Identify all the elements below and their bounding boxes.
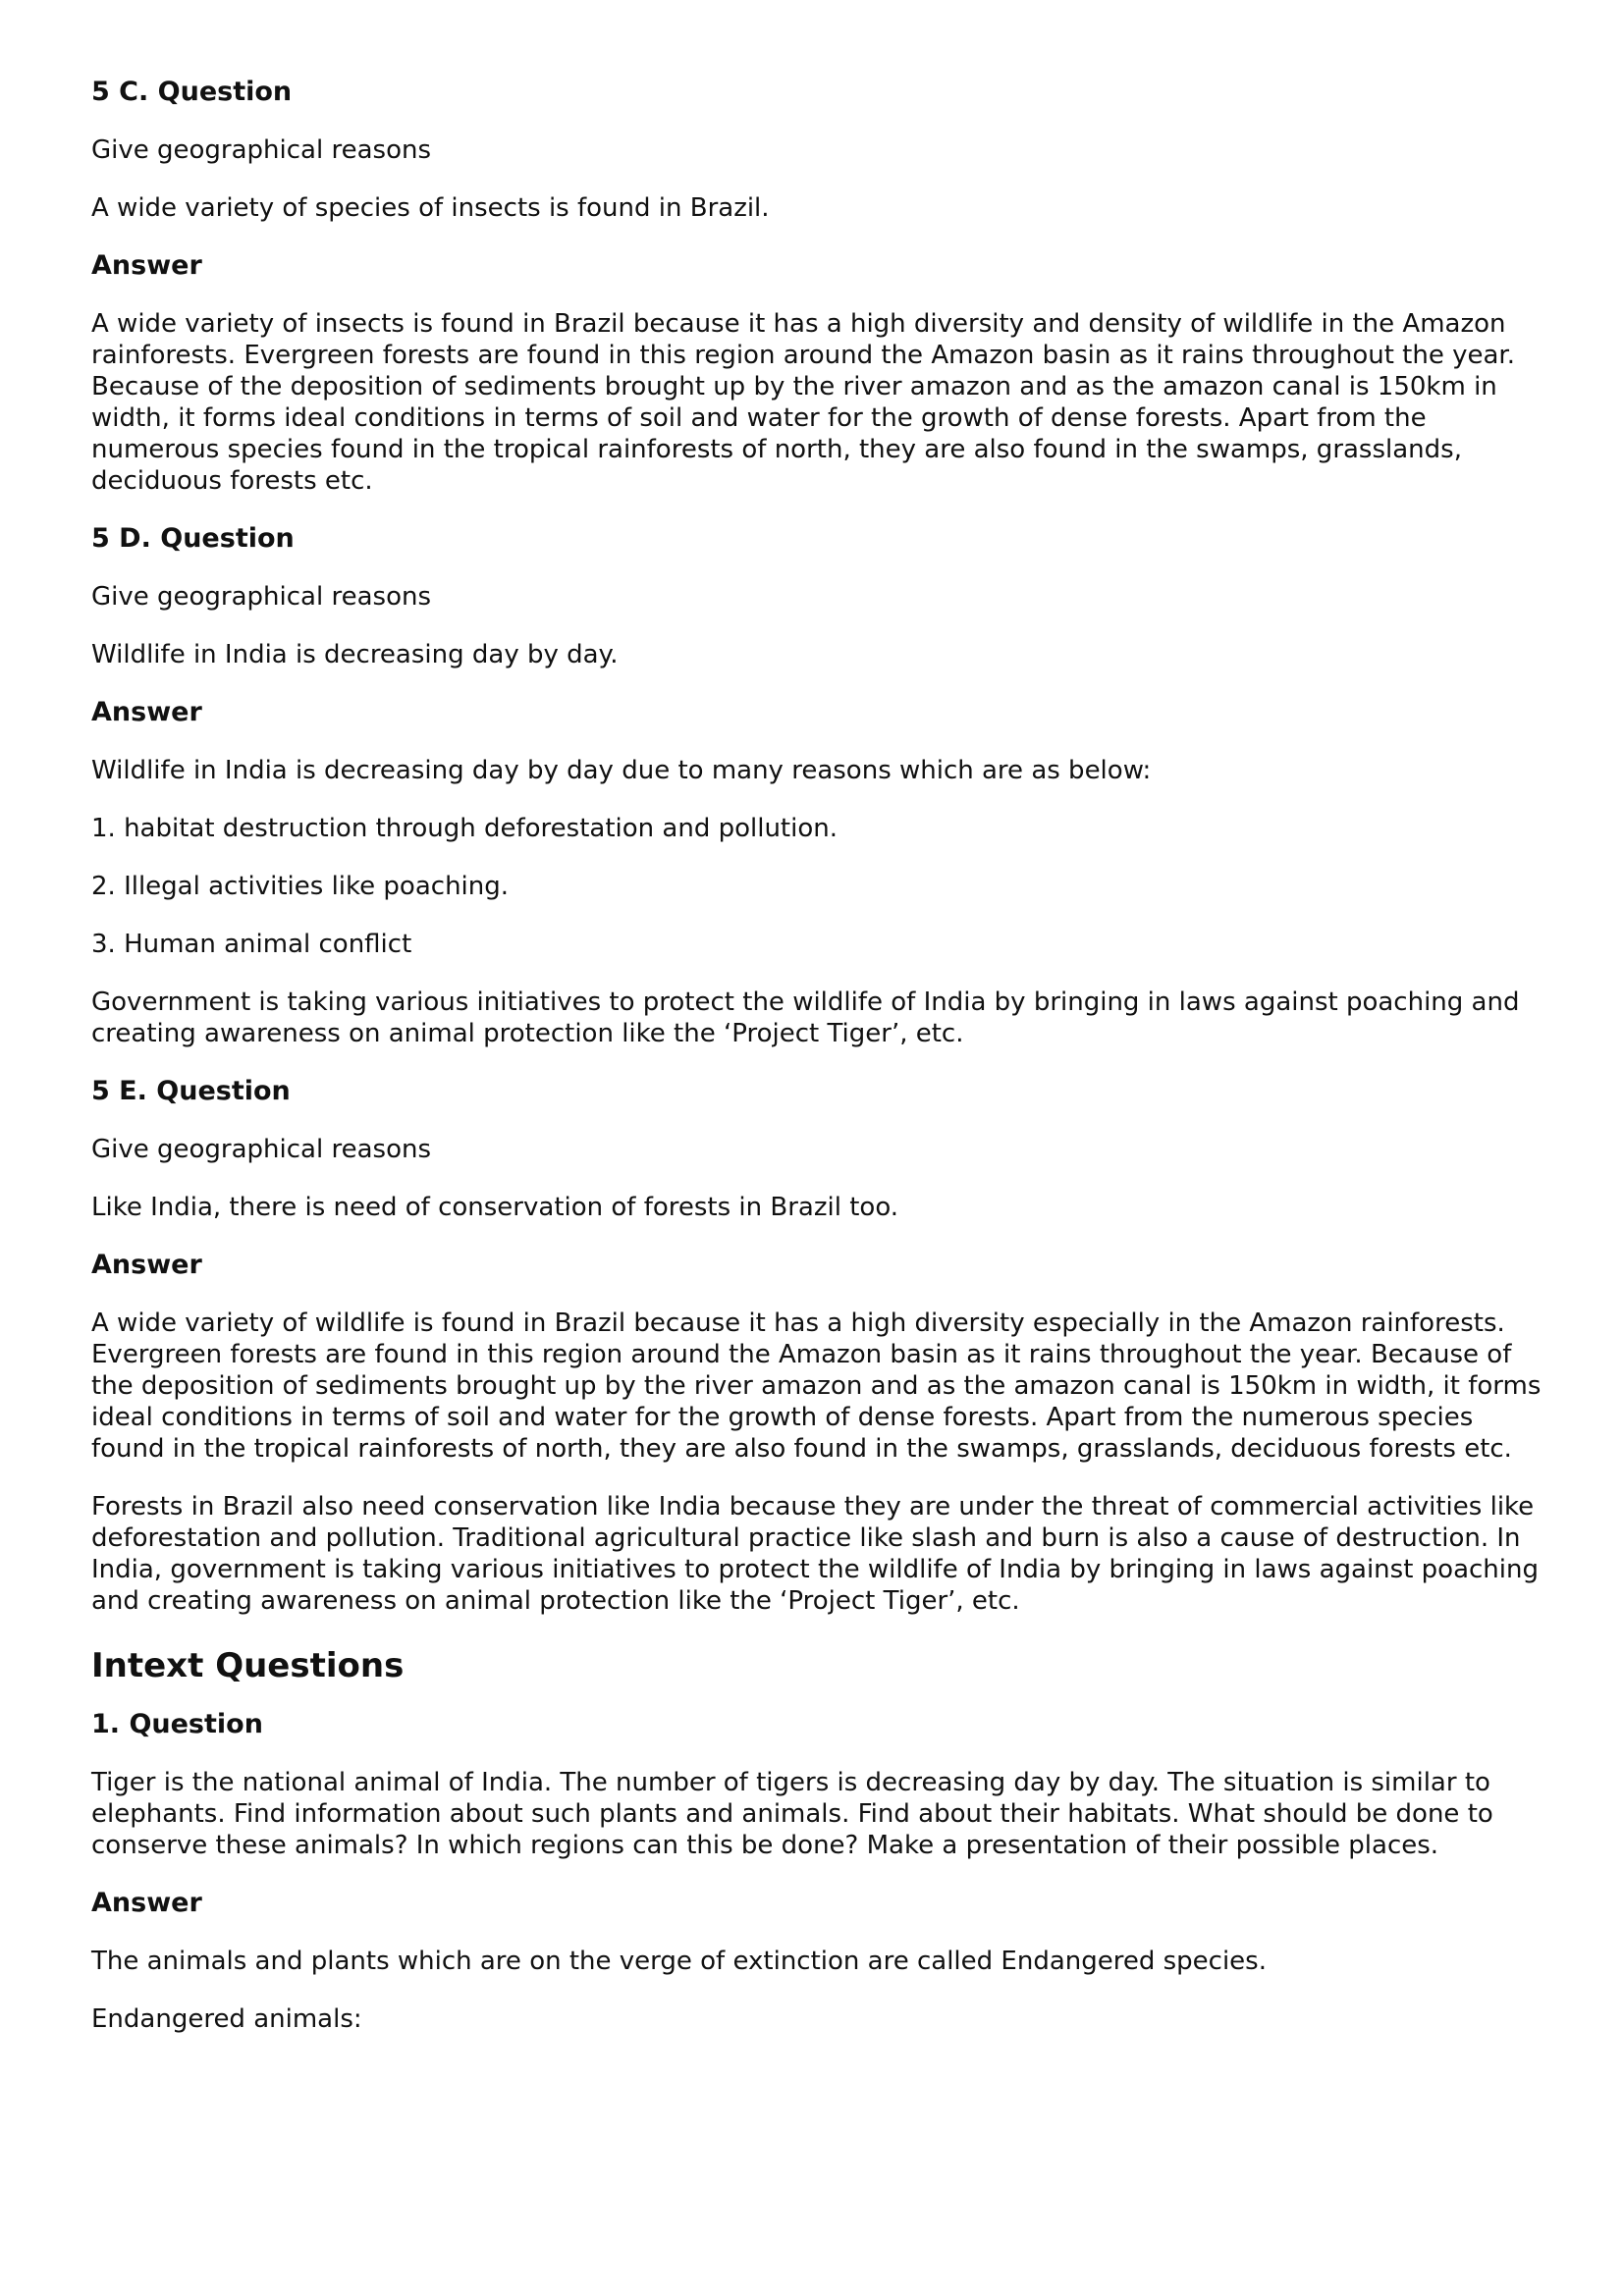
reason-item: 3. Human animal conflict <box>91 930 412 959</box>
answer-paragraph-5e-2: Forests in Brazil also need conservation like India because they are under the threat of commercial activities like deforestation and pollution. Traditional agricultural practice like slash and burn is also a cause of destruction. In India, government is taking various initiatives to protect the wildlife of India by bringing in laws against poaching and creating awareness on animal protection like the ‘Project Tiger’, etc. <box>91 1492 1539 1616</box>
reason-item: 1. habitat destruction through deforestation and pollution. <box>91 814 838 843</box>
answer-text-5c: A wide variety of insects is found in Brazil because it has a high diversity and density of wildlife in the Amazon rainforests. Evergreen forests are found in this region around the Amazon basin as it rains throughout the year. Because of the deposition of sediments brought up by the river amazon and as the amazon canal is 150km in width, it forms ideal conditions in terms of soil and water for the growth of dense forests. Apart from the numerous species found in the tropical rainforests of north, they are also found in the swamps, grasslands, deciduous forests etc. <box>91 309 1515 496</box>
question-statement-5c: A wide variety of species of insects is found in Brazil. <box>91 193 770 223</box>
question-text-intext-1: Tiger is the national animal of India. The number of tigers is decreasing day by day. The situation is similar to elephants. Find information about such plants and animals. Find about their habitats. What should be done to conserve these animals? In which regions can this be done? Make a presentation of their possible places. <box>91 1768 1493 1860</box>
answer-label-intext-1: Answer <box>91 1888 202 1918</box>
question-statement-5e: Like India, there is need of conservation of forests in Brazil too. <box>91 1193 899 1222</box>
question-heading-5c: 5 C. Question <box>91 77 293 107</box>
question-heading-intext-1: 1. Question <box>91 1709 263 1739</box>
answer-label-5d: Answer <box>91 697 202 727</box>
reason-item: 2. Illegal activities like poaching. <box>91 872 510 901</box>
endangered-animals-label: Endangered animals: <box>91 2004 362 2034</box>
question-prompt-5c: Give geographical reasons <box>91 135 431 165</box>
question-prompt-5d: Give geographical reasons <box>91 582 431 612</box>
answer-conclusion-5d: Government is taking various initiatives to protect the wildlife of India by bringing in laws against poaching and creating awareness on animal protection like the ‘Project Tiger’, etc. <box>91 988 1520 1048</box>
answer-label-5c: Answer <box>91 250 202 281</box>
answer-text-intext-1: The animals and plants which are on the verge of extinction are called Endangered species. <box>91 1947 1267 1976</box>
section-title-intext: Intext Questions <box>91 1646 405 1685</box>
question-heading-5e: 5 E. Question <box>91 1076 291 1106</box>
question-statement-5d: Wildlife in India is decreasing day by day. <box>91 640 619 669</box>
answer-label-5e: Answer <box>91 1250 202 1280</box>
document-page <box>91 77 1544 2061</box>
answer-paragraph-5e-1: A wide variety of wildlife is found in Brazil because it has a high diversity especially in the Amazon rainforests. Evergreen forests are found in this region around the Amazon basin as it rains throughout the year. Because of the deposition of sediments brought up by the river amazon and as the amazon canal is 150km in width, it forms ideal conditions in terms of soil and water for the growth of dense forests. Apart from the numerous species found in the tropical rainforests of north, they are also found in the swamps, grasslands, deciduous forests etc. <box>91 1308 1542 1464</box>
question-heading-5d: 5 D. Question <box>91 523 295 554</box>
question-prompt-5e: Give geographical reasons <box>91 1135 431 1164</box>
answer-intro-5d: Wildlife in India is decreasing day by day due to many reasons which are as below: <box>91 756 1152 785</box>
